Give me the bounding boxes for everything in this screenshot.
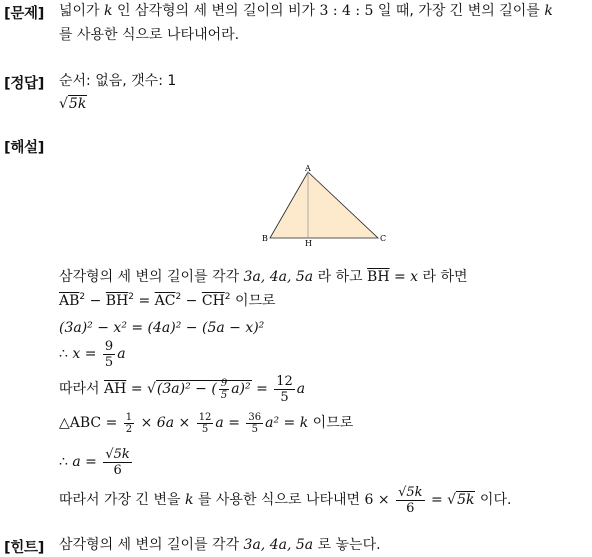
fraction-denominator: 5	[251, 423, 258, 435]
math-op: =	[430, 492, 443, 508]
solution-text: 라 하면	[422, 269, 468, 285]
sqrt-expression: √5k	[447, 492, 475, 508]
solution-text: 따라서	[59, 381, 100, 397]
math-op: =	[138, 293, 151, 309]
solution-text: 이다.	[479, 492, 512, 508]
fraction-denominator: 5	[201, 423, 209, 435]
fraction-denominator: 5	[280, 389, 289, 405]
hint-line	[59, 536, 381, 554]
solution-text: 삼각형의 세 변의 길이를 각각	[59, 269, 240, 285]
vertex-label-b: B	[262, 234, 268, 243]
superscript: 2	[128, 292, 135, 302]
triangle-shape	[270, 172, 378, 238]
therefore-symbol: ∴	[59, 346, 68, 362]
segment-ab: $\overline{AB}$	[59, 293, 80, 309]
math-text: × 6a ×	[140, 415, 191, 431]
sqrt-radicand	[156, 377, 252, 401]
solution-line-8	[59, 481, 511, 519]
superscript: 2	[79, 292, 86, 302]
problem-line-1	[59, 2, 553, 20]
sqrt-radicand: 5k	[457, 492, 475, 508]
hint-label: [힌트]	[4, 540, 45, 556]
fraction	[103, 447, 131, 478]
fraction-numerator: 12	[198, 411, 212, 423]
math-eq: = x	[394, 269, 419, 285]
fraction-numerator: 9	[220, 377, 228, 389]
fraction-numerator: 12	[276, 373, 293, 389]
problem-ratio: 3 : 4 : 5	[319, 3, 374, 19]
segment-ch: $\overline{CH}$	[201, 293, 225, 309]
segment-ac: $\overline{AC}$	[154, 293, 176, 309]
fraction	[246, 412, 263, 435]
superscript: 2	[224, 292, 231, 302]
math-text: (3a)² − (	[156, 381, 217, 397]
math-text: a =	[215, 415, 240, 431]
fraction-denominator: 6	[406, 500, 415, 516]
math-var: k	[185, 492, 194, 508]
sqrt-radicand: 5k	[113, 446, 130, 462]
solution-text: 라 하고	[317, 269, 363, 285]
fraction-numerator: 1	[125, 411, 133, 423]
solution-line-3: (3a)² − x² = (4a)² − (5a − x)²	[59, 320, 265, 336]
solution-text: 따라서 가장 긴 변을	[59, 492, 181, 508]
superscript: 2	[175, 292, 182, 302]
segment-bh: $\overline{BH}$	[367, 269, 390, 285]
math-op: =	[256, 381, 268, 397]
math-var: a	[117, 346, 126, 362]
answer-value	[59, 95, 87, 113]
solution-text: 를 사용한 식으로 나타내면	[197, 492, 361, 508]
problem-k: k	[104, 3, 113, 19]
fraction	[197, 412, 214, 435]
vertex-label-a: A	[305, 164, 311, 173]
segment-bh: $\overline{BH}$	[105, 293, 129, 309]
therefore-symbol: ∴	[59, 454, 68, 470]
fraction	[124, 412, 134, 435]
math-op: −	[185, 293, 198, 309]
solution-text: 이므로	[234, 293, 276, 309]
triangle-figure	[258, 160, 398, 250]
segment-ah: $\overline{AH}$	[104, 381, 127, 397]
fraction-denominator: 2	[125, 423, 133, 435]
fraction-numerator: 9	[104, 338, 114, 354]
fraction	[396, 485, 424, 516]
math-eq: x =	[72, 346, 97, 362]
answer-radicand: 5k	[68, 96, 87, 112]
problem-k: k	[544, 3, 553, 19]
solution-line-4	[59, 337, 126, 371]
fraction-denominator: 5	[220, 389, 228, 401]
math-text: a)²	[231, 381, 251, 397]
math-text: 6 ×	[364, 492, 390, 508]
vertex-label-h: H	[305, 239, 312, 248]
math-eq: △ABC =	[59, 415, 118, 431]
fraction-numerator: √5k	[105, 446, 130, 462]
fraction-denominator: 6	[113, 462, 122, 478]
fraction	[219, 378, 229, 401]
answer-label: [정답]	[4, 76, 45, 92]
math-var: a	[296, 381, 306, 397]
problem-text: 인 삼각형의 세 변의 길이의 비가	[116, 3, 316, 19]
math-sides: 3a, 4a, 5a	[243, 537, 314, 553]
problem-line-2: 를 사용한 식으로 나타내어라.	[59, 27, 240, 43]
fraction-denominator: 5	[104, 354, 114, 370]
solution-line-1	[59, 268, 468, 286]
problem-label: [문제]	[4, 6, 45, 22]
sqrt-expression: √(3a)² − ( $\frac{9}{5}$ a)²	[147, 377, 251, 401]
math-op: =	[130, 381, 143, 397]
fraction	[274, 374, 295, 405]
math-text: a² = k	[265, 415, 309, 431]
math-sides: 3a, 4a, 5a	[243, 269, 314, 285]
sqrt-expression: √5k	[59, 96, 87, 112]
problem-text: 넓이가	[59, 3, 100, 19]
solution-line-2	[59, 292, 276, 310]
fraction	[103, 339, 115, 370]
math-op: −	[89, 293, 102, 309]
fraction-numerator: 36	[248, 411, 262, 423]
math-eq: a =	[72, 454, 97, 470]
sqrt-radicand: 5k	[406, 484, 423, 500]
hint-text: 삼각형의 세 변의 길이를 각각	[59, 537, 240, 553]
solution-text: 이므로	[312, 415, 354, 431]
solution-line-6	[59, 407, 353, 439]
fraction-numerator: √5k	[398, 484, 423, 500]
answer-meta: 순서: 없음, 갯수: 1	[59, 73, 177, 89]
solution-line-5	[59, 371, 305, 407]
vertex-label-c: C	[380, 234, 387, 243]
hint-text: 로 놓는다.	[317, 537, 381, 553]
solution-label: [해설]	[4, 140, 45, 156]
problem-text: 일 때, 가장 긴 변의 길이를	[377, 3, 540, 19]
solution-line-7	[59, 443, 134, 481]
